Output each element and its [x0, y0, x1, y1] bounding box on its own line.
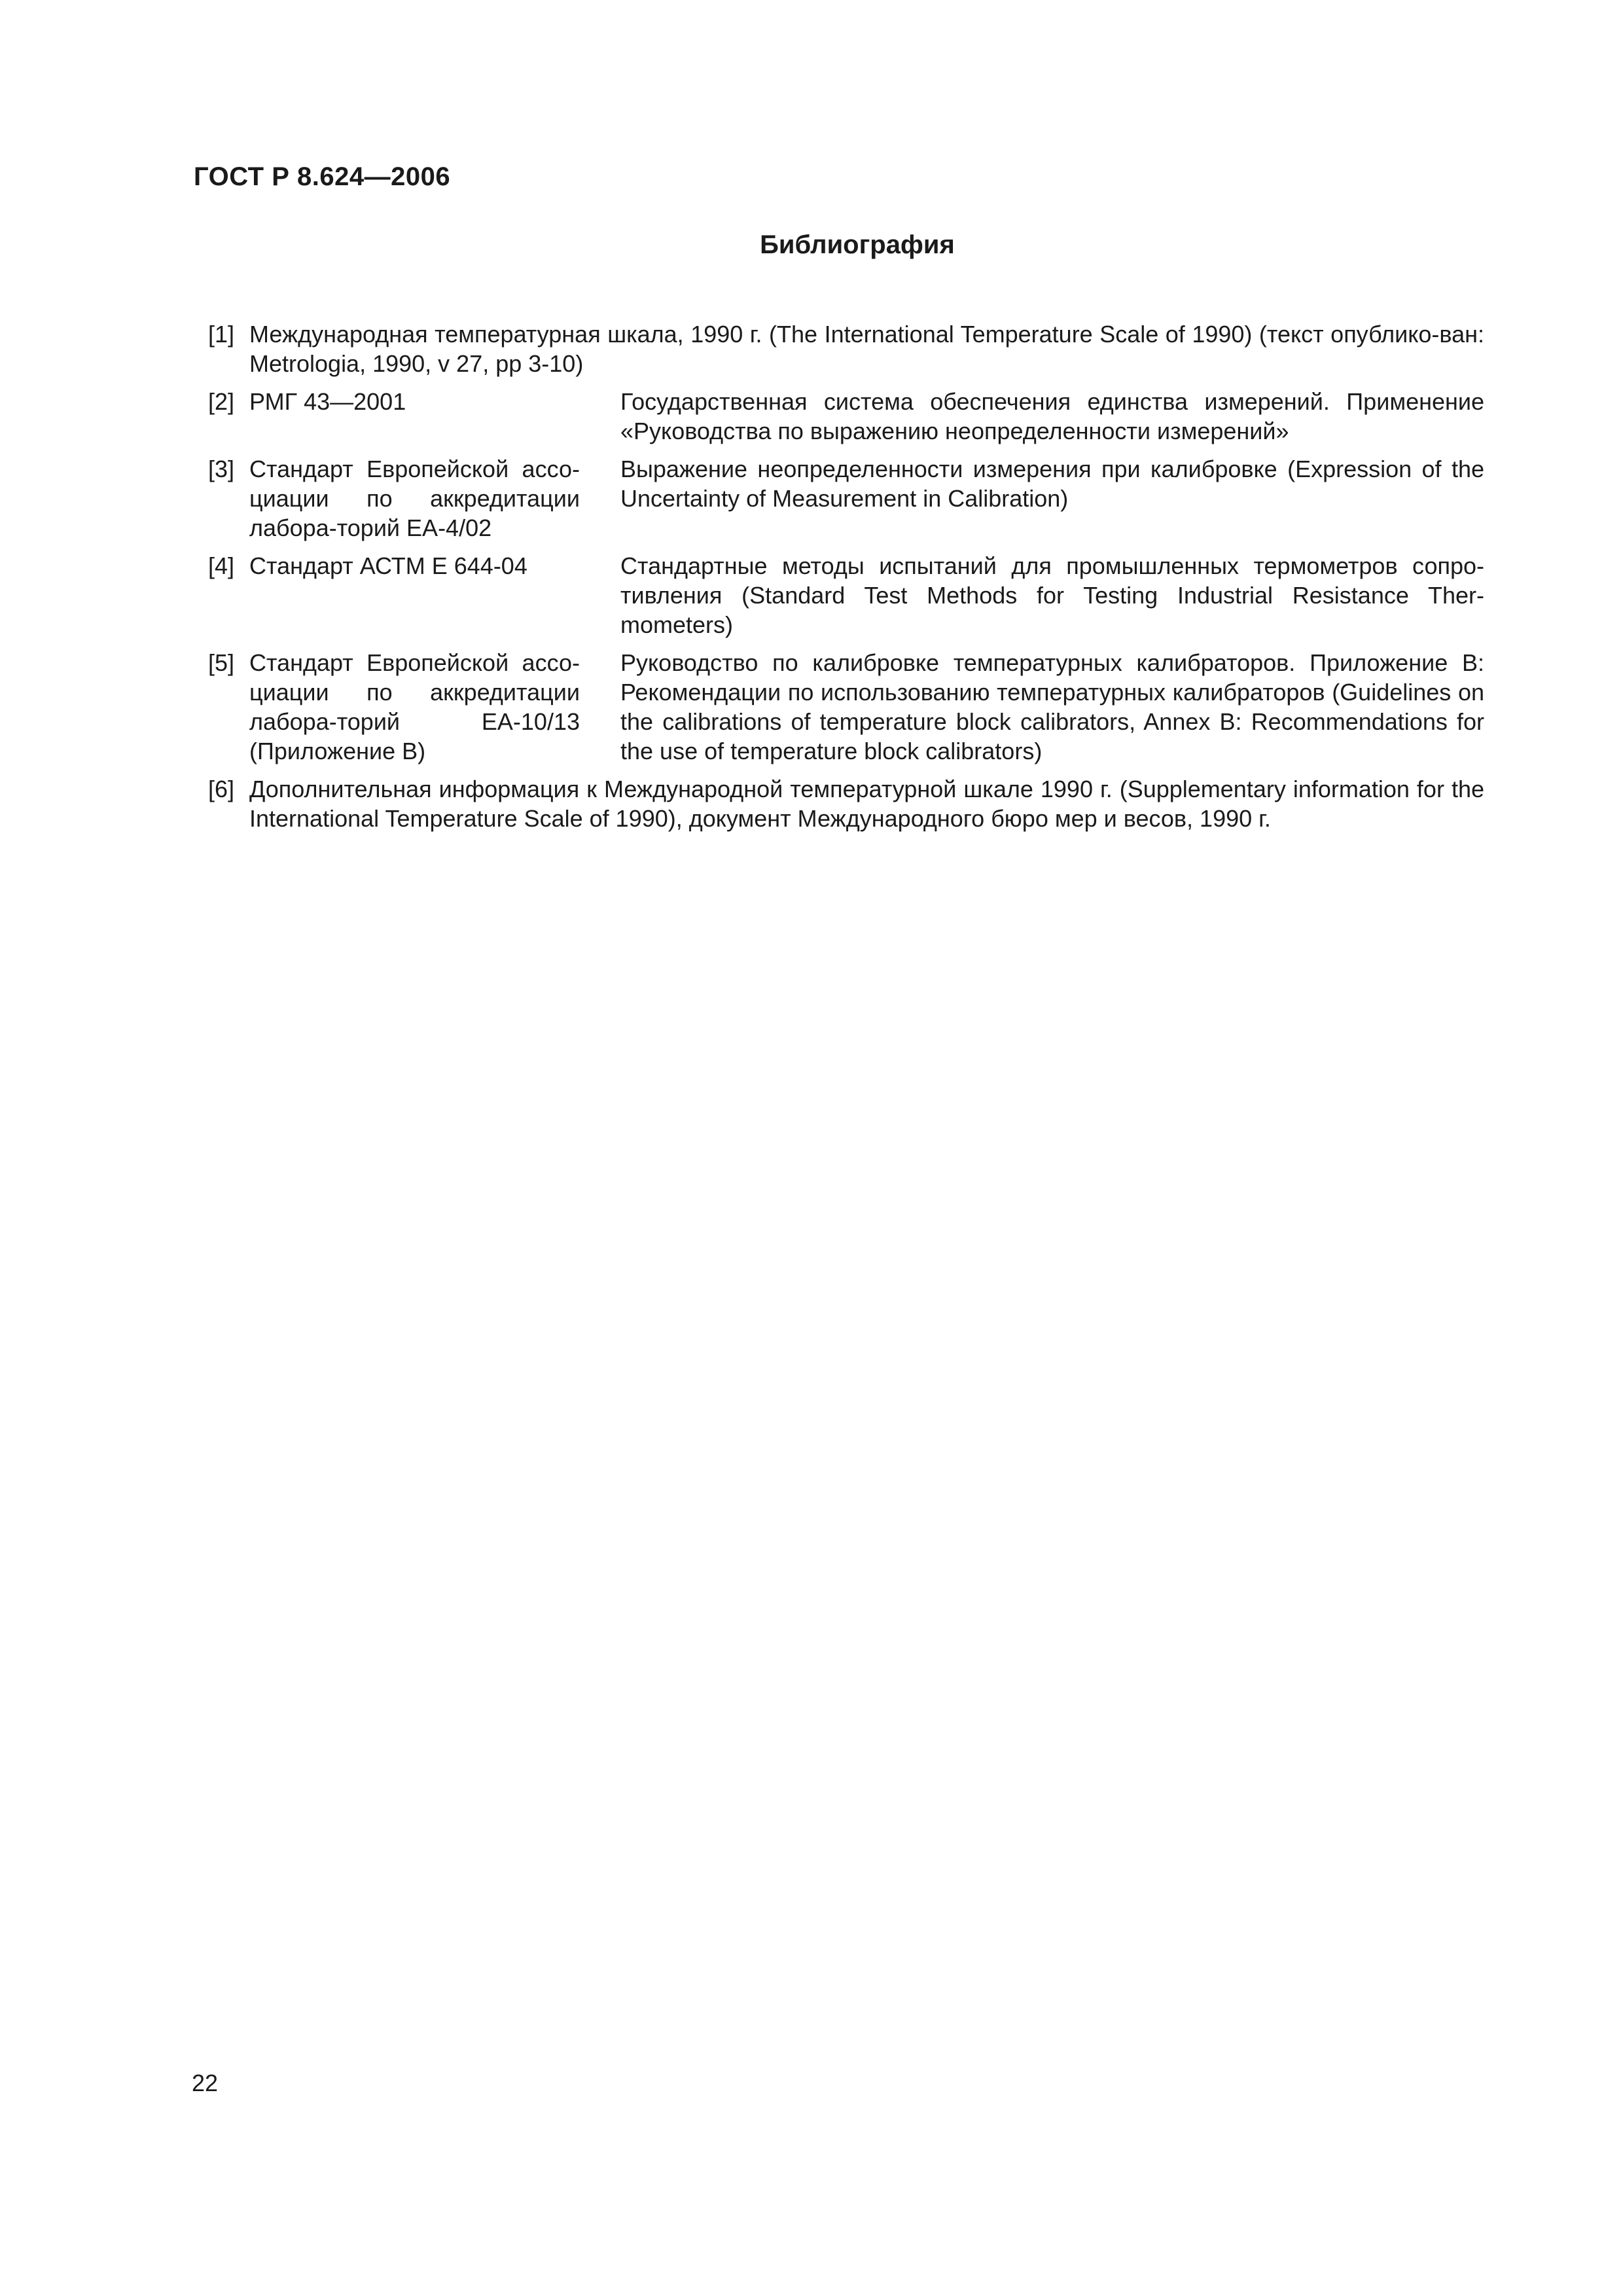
reference-item-1 [208, 319, 1484, 378]
reference-source-cell [208, 387, 580, 446]
document-code: ГОСТ Р 8.624—2006 [194, 162, 451, 191]
reference-item-5 [208, 648, 1484, 766]
page-number: 22 [192, 2070, 219, 2096]
bibliography-list [208, 319, 1484, 842]
reference-source-cell [208, 454, 580, 543]
reference-number: [6] [208, 776, 235, 802]
reference-title: Руководство по калибровке температурных калибраторов. Приложение B: Рекомендации по использованию температурных калибраторов (Guidelines on the calibrations of temperature block calibrators, Annex B: Recommendations for the use of temperature block calibrators) [620, 649, 1484, 764]
reference-source-cell [208, 551, 580, 639]
reference-source: Стандарт Европейской ассо-циации по аккредитации лабора-торий EA-10/13 (Приложение B) [249, 649, 580, 764]
reference-number: [4] [208, 552, 235, 579]
reference-number: [5] [208, 649, 235, 676]
reference-number: [1] [208, 321, 235, 348]
reference-number: [2] [208, 388, 235, 415]
reference-source: Стандарт Европейской ассо-циации по аккредитации лабора-торий EA-4/02 [249, 456, 580, 541]
reference-text: Международная температурная шкала, 1990 г. (The International Temperature Scale of 1990) (текст опублико-ван: Metrologia, 1990, v 27, pp 3-10) [249, 321, 1484, 377]
section-title: Библиография [760, 230, 955, 259]
reference-source: РМГ 43—2001 [249, 388, 406, 415]
reference-item-6 [208, 774, 1484, 833]
reference-title: Государственная система обеспечения единства измерений. Применение «Руководства по выражению неопределенности измерений» [620, 388, 1484, 444]
reference-item-4 [208, 551, 1484, 639]
reference-title: Стандартные методы испытаний для промышленных термометров сопро-тивления (Standard Test Methods for Testing Industrial Resistance Ther-mometers) [620, 552, 1484, 638]
reference-number: [3] [208, 456, 235, 482]
reference-source: Стандарт АСТМ Е 644-04 [249, 552, 527, 579]
reference-item-3 [208, 454, 1484, 543]
reference-item-2 [208, 387, 1484, 446]
reference-text: Дополнительная информация к Международной температурной шкале 1990 г. (Supplementary information for the International Temperature Scale of 1990), документ Международного бюро мер и весов, 1990 г. [249, 776, 1484, 832]
reference-title: Выражение неопределенности измерения при калибровке (Expression of the Uncertainty of Measurement in Calibration) [620, 456, 1484, 512]
reference-source-cell [208, 648, 580, 766]
